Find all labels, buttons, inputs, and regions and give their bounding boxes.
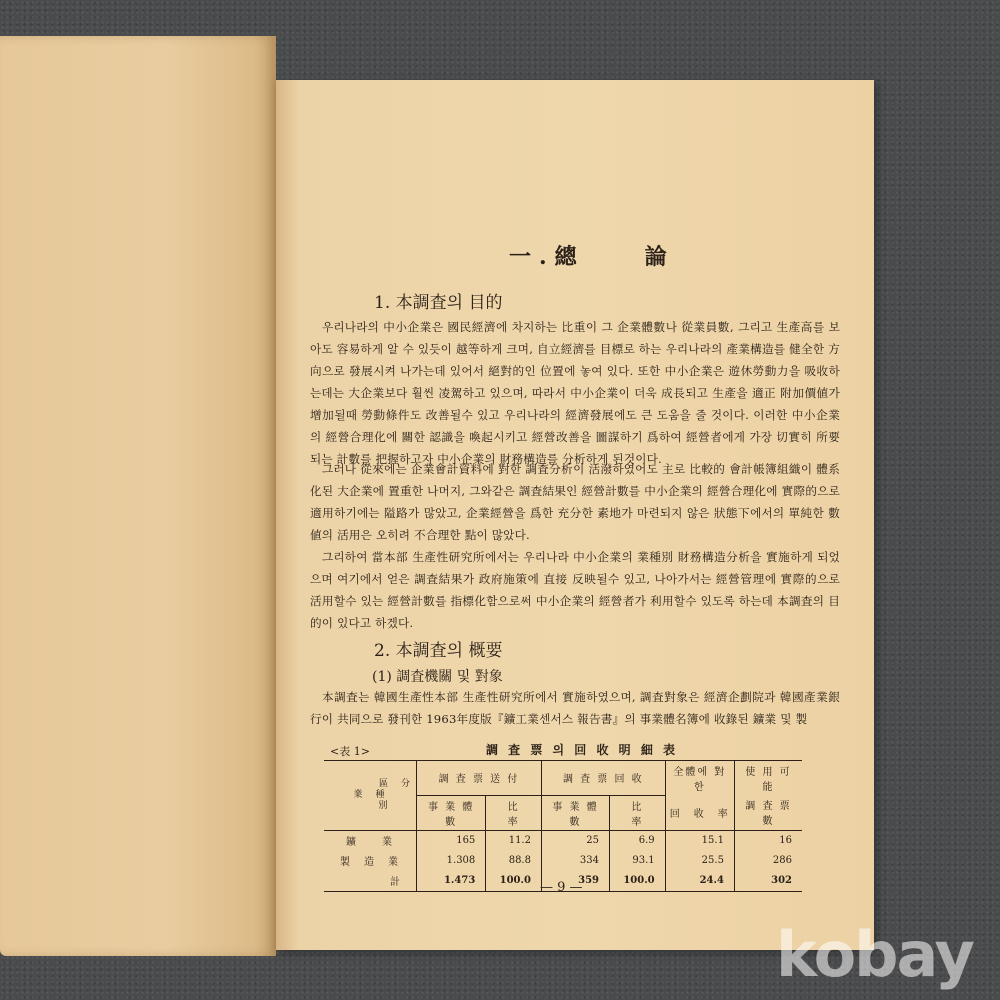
cell: 302 xyxy=(734,871,802,892)
group-header-overall: 全體에 對한 xyxy=(665,761,734,796)
cell: 1.308 xyxy=(417,851,486,871)
row-label: 鑛 業 xyxy=(346,837,394,848)
cell: 6.9 xyxy=(609,830,665,851)
cell: 16 xyxy=(734,830,802,851)
section1-paragraph-1: 우리나라의 中小企業은 國民經濟에 차지하는 比重이 그 企業體數나 從業員數, 그리고 生產高를 보아도 容易하게 알 수 있듯이 越等하게 크며, 自立經濟를 目標로 하는 우리나라의 產業構造를 健全한 方向으로 發展시켜 나가는데 있어서 絕對的인 位置에 놓여 있다. 또한 中小企業은 遊休勞動力을 吸收하는데는 大企業보다 훨씬 凌駕하고 있으며, 따라서 中小企業이 더욱 成長되고 生產을 適正 附加價値가 增加될때 勞動條件도 改善될수 있고 우리나라의 經濟發展에도 큰 도움을 줄 것이다. 이러한 中小企業의 經營合理化에 關한 認識을 喚起시키고 經營改善을 圖謀하기 爲하여 經營者에게 가장 切實히 所要되는 計數를 把握하고자 中小企業의 財務構造를 分析하게 된것이다. xyxy=(310,320,840,466)
table-row xyxy=(324,830,802,851)
group-header-usable: 使 用 可 能 xyxy=(734,761,802,796)
section2-paragraph: 本調査는 韓國生產性本部 生產性研究所에서 實施하였으며, 調査對象은 經濟企劃院과 韓國產業銀行이 共同으로 發刊한 1963年度版『鑛工業센서스 報告書』의 事業體名簿에 收錄된 鑛業 및 製 xyxy=(310,690,840,726)
group-header-returned: 調 査 票 回 收 xyxy=(541,761,665,796)
section1-paragraph-2: 그러나 從來에는 企業會計資料에 對한 調査分析이 活潑하였어도 主로 比較的 會計帳簿組織이 體系化된 大企業에 置重한 나머지, 그와같은 調査結果인 經營計數를 中小企業의 經營合理化에 實際的으로 適用하기에는 隘路가 많았고, 企業經營을 爲한 充分한 素地가 마련되지 않은 狀態下에서의 單純한 數値의 活用은 오히려 不合理한 點이 많았다. xyxy=(310,462,840,542)
cell: 359 xyxy=(541,871,609,892)
cell: 100.0 xyxy=(609,871,665,892)
corner-top: 區 分 xyxy=(378,778,412,789)
cell: 11.2 xyxy=(486,830,542,851)
cell: 88.8 xyxy=(486,851,542,871)
table-row xyxy=(324,851,802,871)
row-label: 計 xyxy=(324,871,417,892)
cell: 286 xyxy=(734,851,802,871)
section1-paragraph-3: 그리하여 當本部 生產性研究所에서는 우리나라 中小企業의 業種別 財務構造分析을 實施하게 되었으며 여기에서 얻은 調査結果가 政府施策에 直接 反映될수 있고, 나아가서는 經營管理에 實際的으로 活用할수 있는 經營計數를 指標化함으로써 中小企業의 經營者가 利用할수 있도록 하는데 本調査의 目的이 있다고 하겠다. xyxy=(310,550,840,630)
sub-header-returned-count: 事 業 體 數 xyxy=(541,795,609,830)
section2-heading: 2. 本調査의 概要 xyxy=(374,641,503,661)
table-corner-header xyxy=(324,761,417,831)
cell: 1.473 xyxy=(417,871,486,892)
cell: 25 xyxy=(541,830,609,851)
cell: 93.1 xyxy=(609,851,665,871)
sub-header-sent-ratio: 比 率 xyxy=(486,795,542,830)
table-number-label: <表 1> xyxy=(330,745,370,758)
sub-header-return-rate: 回 收 率 xyxy=(665,795,734,830)
cell: 334 xyxy=(541,851,609,871)
group-header-sent: 調 査 票 送 付 xyxy=(417,761,542,796)
page-number: — 9 — xyxy=(540,880,583,895)
row-label: 製 造 業 xyxy=(340,857,400,868)
collection-table xyxy=(324,760,802,892)
sub-header-usable-count: 調 査 票 數 xyxy=(734,795,802,830)
cell: 165 xyxy=(417,830,486,851)
sub-header-sent-count: 事 業 體 數 xyxy=(417,795,486,830)
corner-bottom: 別 xyxy=(378,800,390,811)
cell: 24.4 xyxy=(665,871,734,892)
left-page xyxy=(0,36,276,956)
section2-subheading: (1) 調査機關 및 對象 xyxy=(372,669,503,685)
table-title: 調 査 票 의 回 收 明 細 表 xyxy=(486,743,679,757)
cell: 25.5 xyxy=(665,851,734,871)
cell: 100.0 xyxy=(486,871,542,892)
sub-header-returned-ratio: 比 率 xyxy=(609,795,665,830)
cell: 15.1 xyxy=(665,830,734,851)
corner-mid: 業 種 xyxy=(353,789,387,800)
right-page xyxy=(276,80,874,950)
section1-heading: 1. 本調査의 目的 xyxy=(374,293,503,313)
chapter-title: 一.總 論 xyxy=(509,244,675,270)
watermark-logo: kobay xyxy=(776,918,973,991)
